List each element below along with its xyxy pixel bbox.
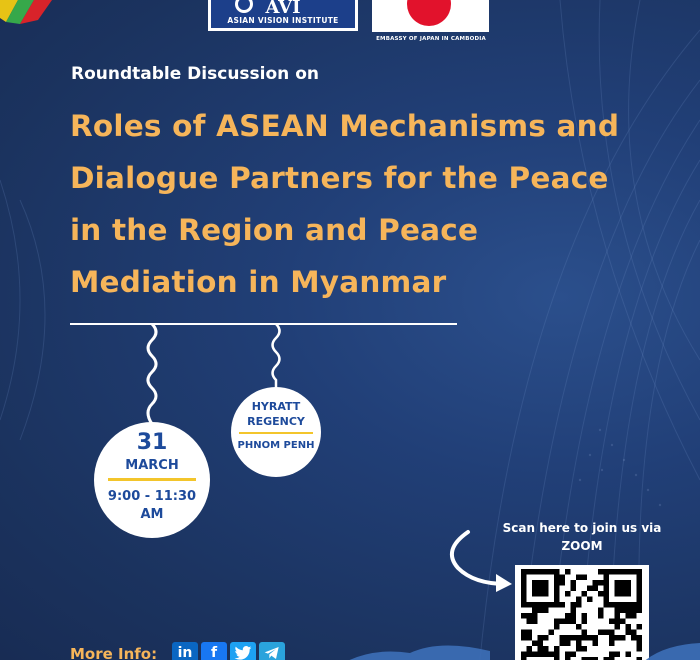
venue-ball xyxy=(231,387,321,477)
japan-flag-sun xyxy=(407,0,451,26)
date-ball xyxy=(94,422,210,538)
event-title-line: Roles of ASEAN Mechanisms and xyxy=(70,109,620,143)
event-title-line: Mediation in Myanmar xyxy=(70,265,447,299)
date-divider xyxy=(108,478,196,481)
event-title-line: in the Region and Peace xyxy=(70,213,479,247)
venue-ball-string xyxy=(264,324,288,390)
curved-arrow-icon xyxy=(444,528,514,592)
venue-name: HYRATT REGENCY xyxy=(247,400,305,428)
avi-logo xyxy=(208,0,358,31)
event-time: 9:00 - 11:30 AM xyxy=(107,489,197,522)
avi-logo-text: ASIAN VISION INSTITUTE xyxy=(227,16,339,25)
zoom-scan-text: Scan here to join us via ZOOM xyxy=(502,521,662,553)
linkedin-icon[interactable]: in xyxy=(172,642,198,660)
japan-flag-logo xyxy=(372,0,489,32)
venue-city: PHNOM PENH xyxy=(237,440,315,451)
event-title xyxy=(70,100,630,308)
more-info-label: More Info: xyxy=(70,645,158,660)
bottom-wave-decoration xyxy=(340,625,700,660)
event-day: 31 xyxy=(136,430,168,455)
event-month: MARCH xyxy=(125,458,179,473)
facebook-icon[interactable]: f xyxy=(201,642,227,660)
date-ball-string xyxy=(140,324,164,424)
venue-divider xyxy=(239,432,313,434)
avi-logo-mark xyxy=(211,0,355,16)
event-subtitle: Roundtable Discussion on xyxy=(71,64,319,84)
embassy-caption: EMBASSY OF JAPAN IN CAMBODIA xyxy=(376,36,486,42)
flag-ribbon-decoration xyxy=(0,0,60,30)
event-title-line: Dialogue Partners for the Peace xyxy=(70,161,609,195)
telegram-icon[interactable] xyxy=(259,642,285,660)
twitter-icon[interactable] xyxy=(230,642,256,660)
avi-logo-letters: AVI xyxy=(265,0,301,16)
